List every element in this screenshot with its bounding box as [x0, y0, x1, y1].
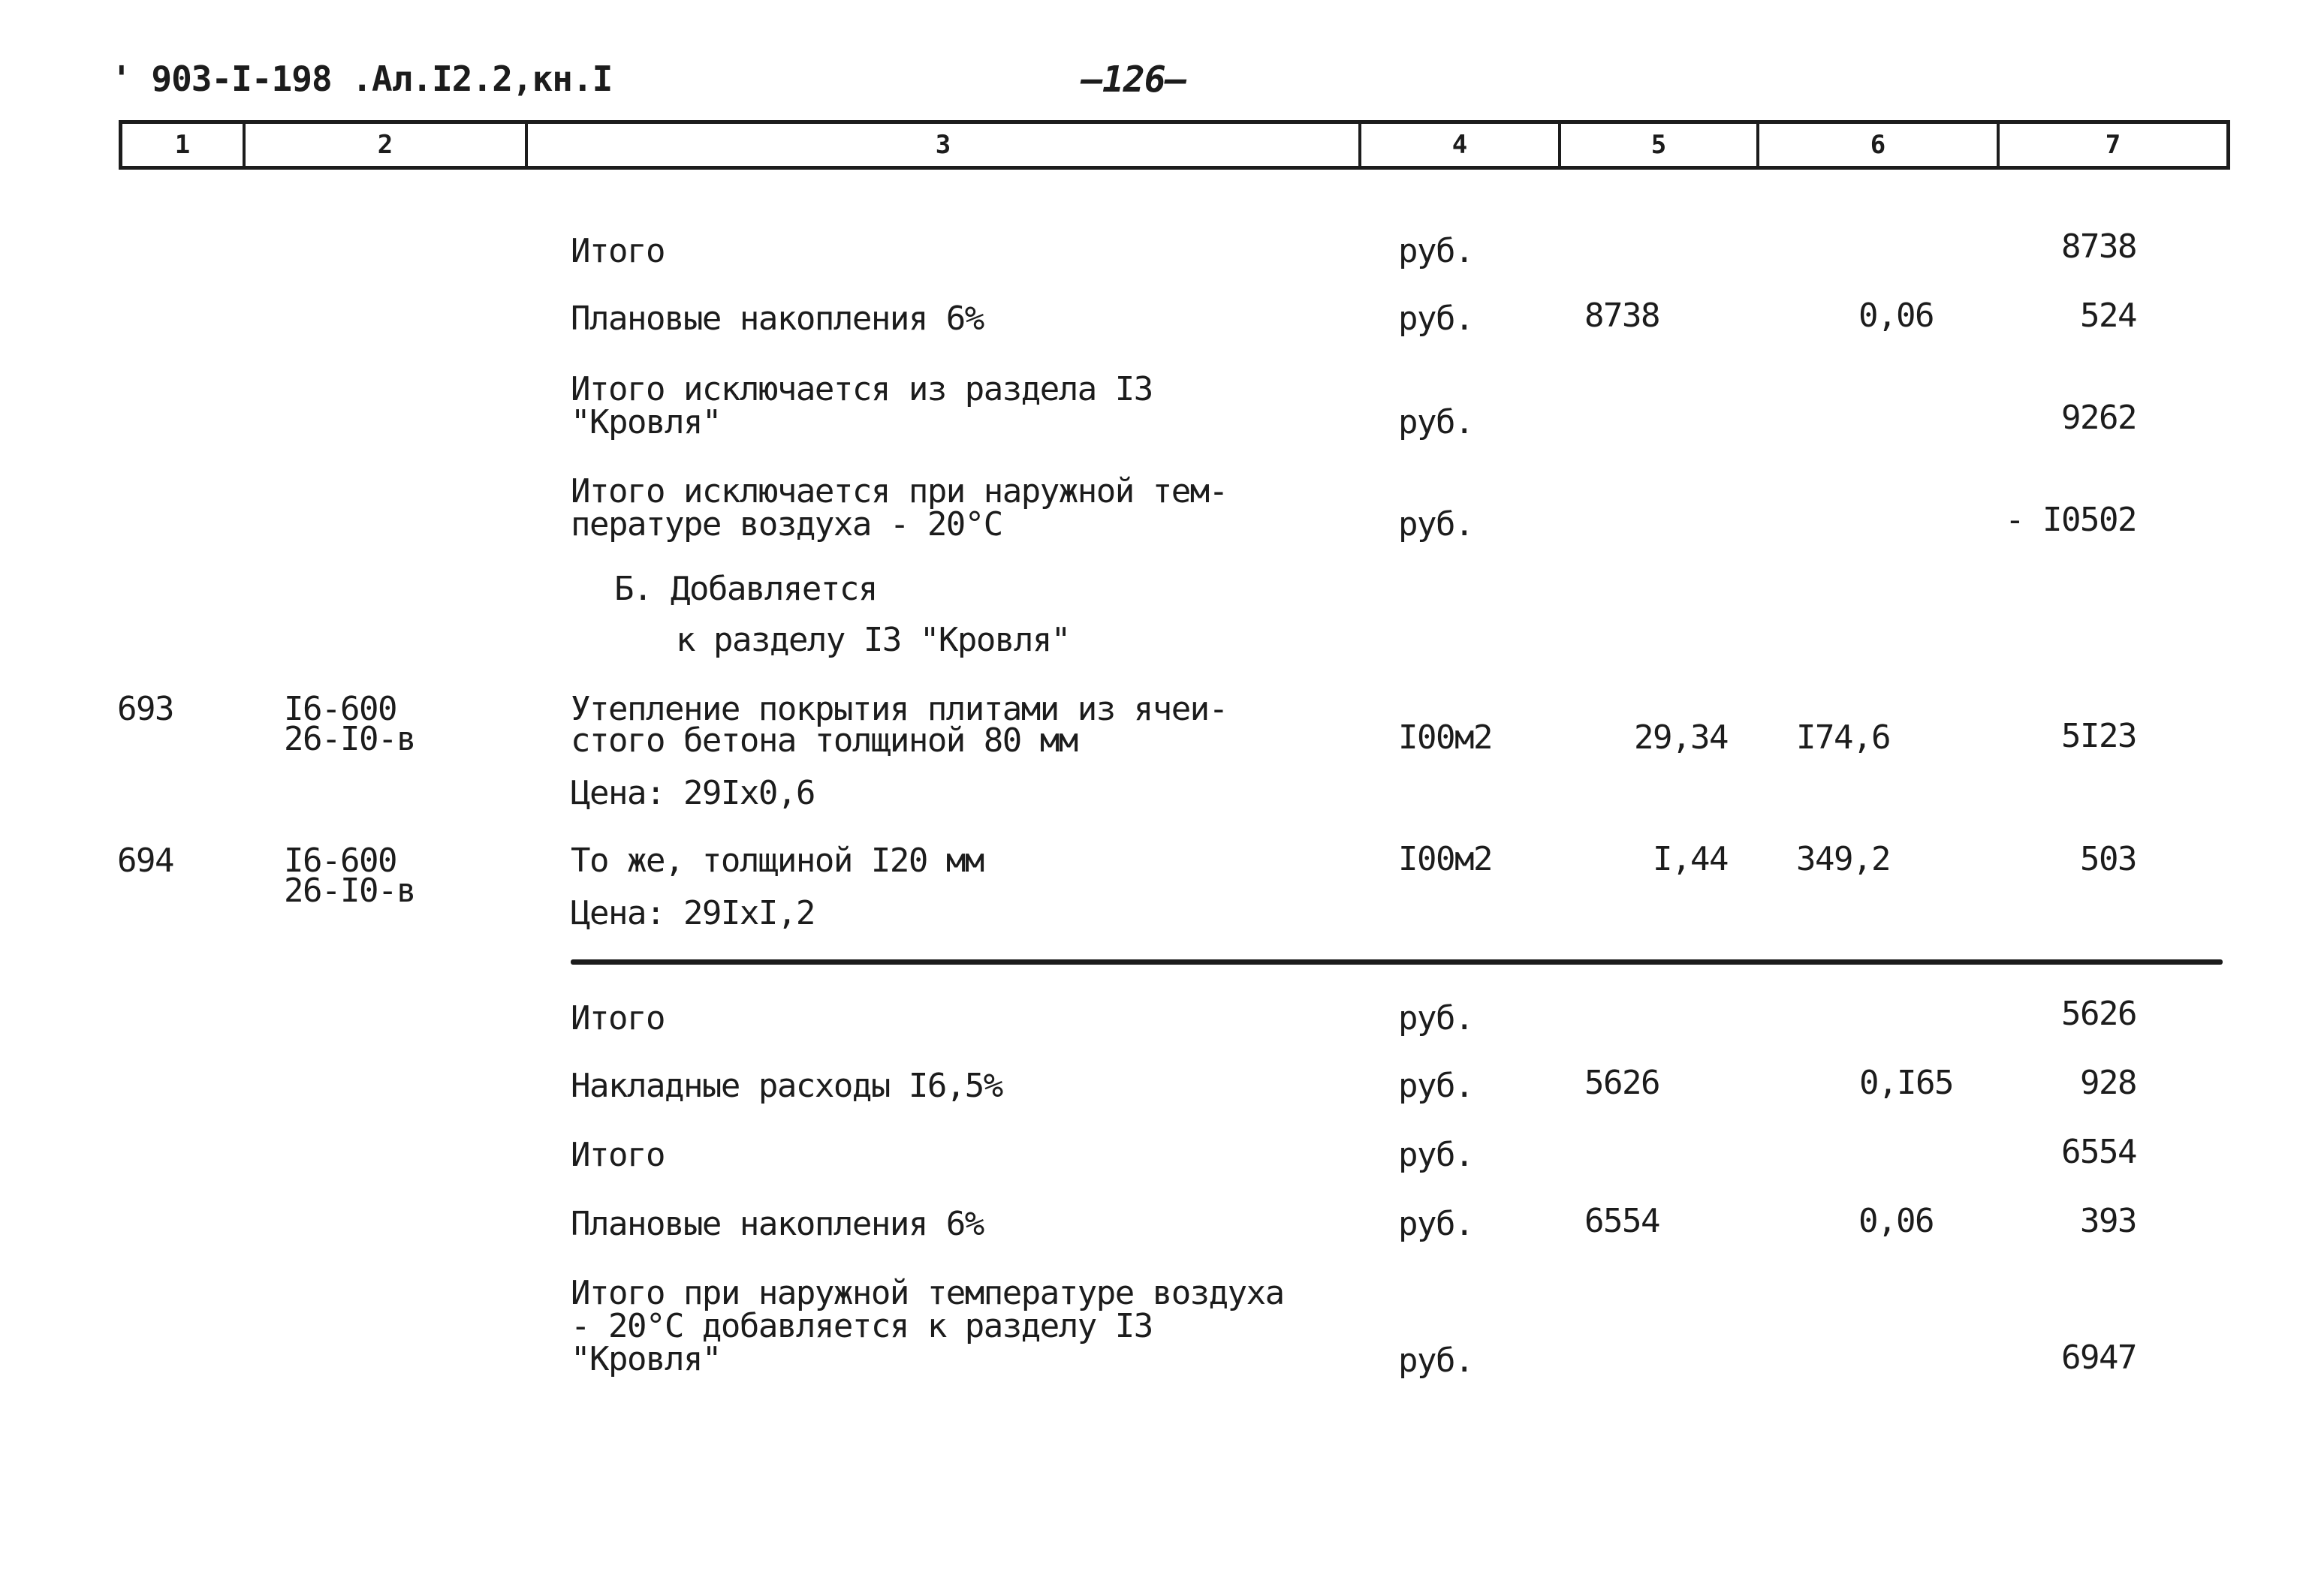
row-planned-savings-unit: руб. [1398, 300, 1473, 338]
row-excluded-unit: руб. [1398, 403, 1473, 441]
row-excluded-temp-value: - I0502 [2005, 501, 2136, 539]
row-total-value: 8738 [2061, 227, 2136, 266]
row-added-temp-value: 6947 [2061, 1339, 2136, 1377]
row-planned-savings-desc: Плановые накопления 6% [571, 1205, 984, 1243]
row-total-unit: руб. [1398, 999, 1473, 1037]
item-code-line1: I6-600 [284, 690, 396, 728]
row-excluded-temp-desc-line1: Итого исключается при наружной тем- [571, 472, 1228, 510]
row-excluded-value: 9262 [2061, 399, 2136, 437]
item-quantity: I,44 [1653, 840, 1728, 878]
row-planned-savings-unit: руб. [1398, 1205, 1473, 1243]
item-code-line1: I6-600 [284, 842, 396, 880]
row-excluded-desc-line2: "Кровля" [571, 403, 721, 441]
item-price: Цена: 29IxI,2 [571, 894, 815, 932]
row-added-temp-unit: руб. [1398, 1342, 1473, 1380]
row-added-temp-desc-line1: Итого при наружной температуре воздуха [571, 1274, 1284, 1312]
column-header-6: 6 [1759, 124, 2000, 166]
item-total: 503 [2080, 840, 2136, 878]
row-excluded-temp-desc-line2: пературе воздуха - 20°С [571, 505, 1002, 544]
column-header-7: 7 [2105, 130, 2121, 160]
document-reference: ' 903-I-198 .Ал.I2.2,кн.I [111, 59, 613, 99]
row-total-unit: руб. [1398, 1136, 1473, 1174]
item-code-line2: 26-I0-в [284, 720, 415, 758]
item-desc-line2: стого бетона толщиной 80 мм [571, 721, 1078, 760]
row-overhead-unit: руб. [1398, 1067, 1473, 1105]
column-header-4: 4 [1361, 124, 1561, 166]
row-overhead-value: 928 [2080, 1064, 2136, 1102]
row-excluded-desc-line1: Итого исключается из раздела I3 [571, 370, 1153, 408]
row-planned-savings-rate: 0,06 [1858, 297, 1934, 335]
row-total-value: 6554 [2061, 1133, 2136, 1171]
row-overhead-rate: 0,I65 [1859, 1064, 1953, 1102]
item-number: 693 [117, 690, 173, 728]
column-header-2: 2 [246, 124, 528, 166]
row-overhead-desc: Накладные расходы I6,5% [571, 1067, 1002, 1105]
separator-line [571, 959, 2223, 965]
column-header-3: 3 [528, 124, 1361, 166]
row-planned-savings-desc: Плановые накопления 6% [571, 300, 984, 338]
item-quantity: 29,34 [1634, 718, 1728, 757]
row-total-value: 5626 [2061, 995, 2136, 1033]
row-added-temp-desc-line2: - 20°С добавляется к разделу I3 [571, 1307, 1153, 1345]
row-total-desc: Итого [571, 999, 665, 1037]
row-overhead-base: 5626 [1584, 1064, 1659, 1102]
row-planned-savings-base: 6554 [1584, 1202, 1659, 1240]
item-unit: I00м2 [1398, 718, 1492, 757]
item-rate: I74,6 [1796, 718, 1890, 757]
item-total: 5I23 [2061, 717, 2136, 755]
row-total-desc: Итого [571, 1136, 665, 1174]
row-planned-savings-base: 8738 [1584, 297, 1659, 335]
column-header-row [119, 120, 2230, 170]
column-header-1: 1 [122, 124, 246, 166]
item-rate: 349,2 [1796, 840, 1890, 878]
item-number: 694 [117, 842, 173, 880]
item-code-line2: 26-I0-в [284, 872, 415, 910]
row-excluded-temp-unit: руб. [1398, 505, 1473, 544]
row-total-unit: руб. [1398, 232, 1473, 270]
section-heading-line2: к разделу I3 "Кровля" [676, 621, 1070, 659]
row-planned-savings-rate: 0,06 [1858, 1202, 1934, 1240]
page-number: —126— [1081, 59, 1186, 101]
item-price: Цена: 29Ix0,6 [571, 774, 815, 812]
section-heading-line1: Б. Добавляется [614, 570, 877, 608]
item-unit: I00м2 [1398, 840, 1492, 878]
row-added-temp-desc-line3: "Кровля" [571, 1340, 721, 1378]
row-planned-savings-value: 393 [2080, 1202, 2136, 1240]
item-desc-line1: Утепление покрытия плитами из ячеи- [571, 690, 1228, 728]
row-planned-savings-value: 524 [2080, 297, 2136, 335]
row-total-desc: Итого [571, 232, 665, 270]
item-desc-line1: То же, толщиной I20 мм [571, 842, 984, 880]
column-header-5: 5 [1561, 124, 1759, 166]
